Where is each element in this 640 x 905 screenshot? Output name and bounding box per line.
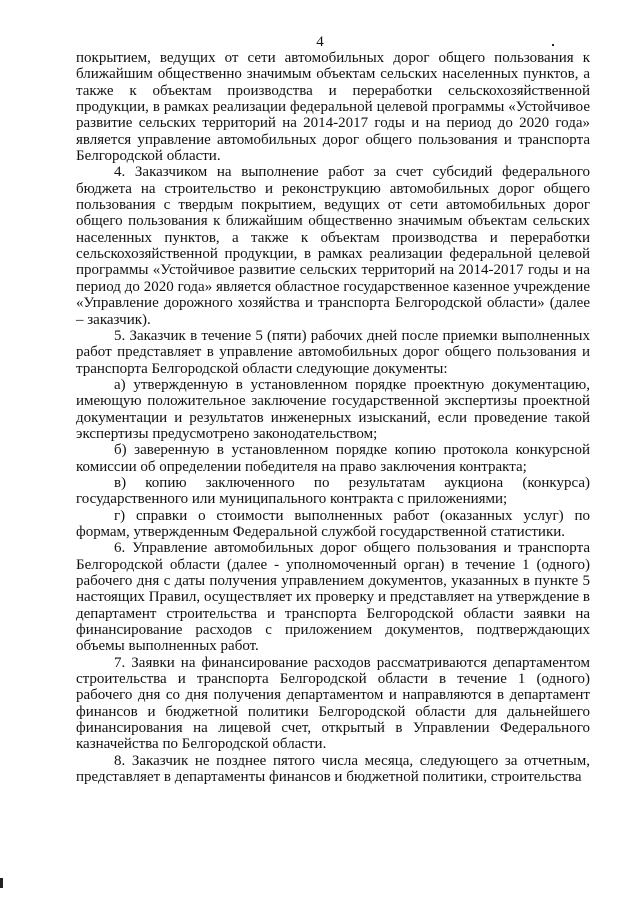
paragraph-5-item-g: г) справки о стоимости выполненных работ (оказанных услуг) по формам, утвержденным Федеральной службой государственной статистики. [76, 507, 590, 540]
paragraph-7: 7. Заявки на финансирование расходов рассматриваются департаментом строительства и транспорта Белгородской области в течение 1 (одного) рабочего дня со дня получения департаментом и направляются в департамент финансов и бюджетной политики Белгородской области для дальнейшего финансирования на лицевой счет, открытый в Управлении Федерального казначейства по Белгородской области. [76, 654, 590, 753]
paragraph-8: 8. Заказчик не позднее пятого числа месяца, следующего за отчетным, представляет в департаменты финансов и бюджетной политики, строительства [76, 752, 590, 786]
paragraph-continuation: покрытием, ведущих от сети автомобильных дорог общего пользования к ближайшим общественно значимым объектам сельских населенных пунктов, а также к объектам производства и переработки сельскохозяйственной продукции, в рамках реализации федеральной целевой программы «Устойчивое развитие сельских территорий на 2014-2017 годы и на период до 2020 года» является управление автомобильных дорог общего пользования и транспорта Белгородской области. [76, 50, 590, 165]
page-number: 4 [316, 34, 324, 50]
document-body [76, 50, 590, 785]
scan-speck [552, 44, 554, 46]
paragraph-5-item-b: б) заверенную в установленном порядке копию протокола конкурсной комиссии об определении победителя на право заключения контракта; [76, 442, 590, 475]
paragraph-5-item-a: а) утвержденную в установленном порядке проектную документацию, имеющую положительное заключение государственной экспертизы проектной документации и результатов инженерных изысканий, если проведение такой экспертизы предусмотрено законодательством; [76, 376, 590, 442]
paragraph-4: 4. Заказчиком на выполнение работ за счет субсидий федерального бюджета на строительство и реконструкцию автомобильных дорог общего пользования с твердым покрытием, ведущих от сети автомобильных дорог общего пользования к ближайшим общественно значимым объектам сельских населенных пунктов, а также к объектам производства и переработки сельскохозяйственной продукции, в рамках реализации федеральной целевой программы «Устойчивое развитие сельских территорий на 2014-2017 годы и на период до 2020 года» является областное государственное казенное учреждение «Управление дорожного хозяйства и транспорта Белгородской области» (далее – заказчик). [76, 164, 590, 328]
paragraph-5: 5. Заказчик в течение 5 (пяти) рабочих дней после приемки выполненных работ представляет в управление автомобильных дорог общего пользования и транспорта Белгородской области следующие документы: [76, 327, 590, 377]
scan-margin-mark [0, 878, 3, 888]
paragraph-6: 6. Управление автомобильных дорог общего пользования и транспорта Белгородской области (далее - уполномоченный орган) в течение 1 (одного) рабочего дня с даты получения управлением документов, указанных в пункте 5 настоящих Правил, осуществляет их проверку и представляет на утверждение в департамент строительства и транспорта Белгородской области заявки на финансирование расходов с приложением документов, подтверждающих объемы выполненных работ. [76, 540, 590, 655]
paragraph-5-item-v: в) копию заключенного по результатам аукциона (конкурса) государственного или муниципального контракта с приложениями; [76, 474, 590, 508]
